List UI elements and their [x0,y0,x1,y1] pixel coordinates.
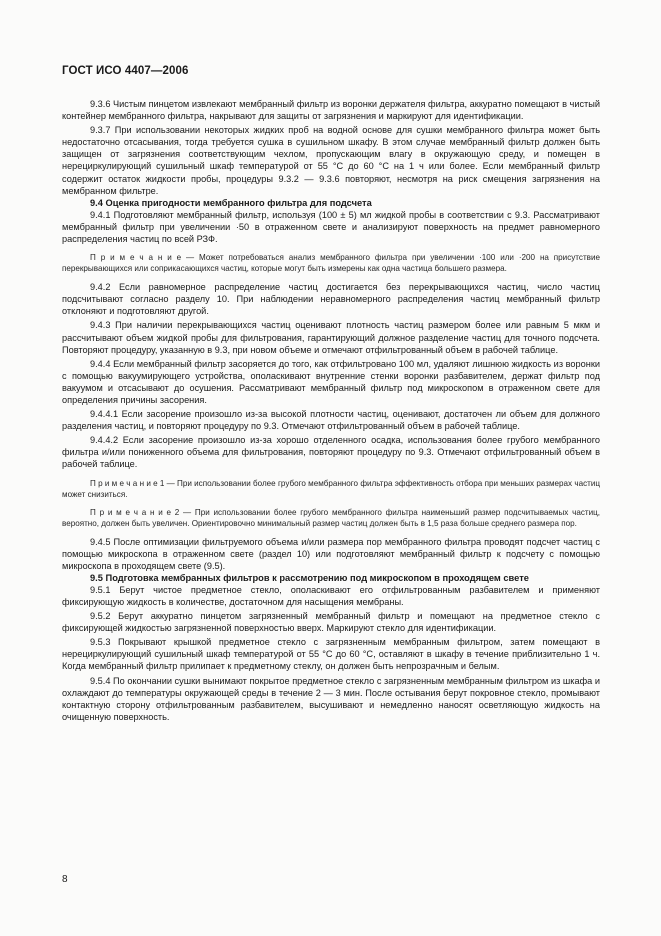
body-paragraph: 9.5.1 Берут чистое предметное стекло, ополаскивают его отфильтрованным разбавителем и применяют фиксирующую жидкость в количестве, достаточном для насыщения мембраны. [62,584,600,607]
note-paragraph: П р и м е ч а н и е 2 — При использовании более грубого мембранного фильтра наименьший размер подсчитываемых частиц, вероятно, должен быть увеличен. Ориентировочно минимальный размер частиц должен быть в 1,5 раза больше среднего размера пор. [62,507,600,528]
body-paragraph: 9.3.6 Чистым пинцетом извлекают мембранный фильтр из воронки держателя фильтра, аккуратно помещают в чистый контейнер мембранного фильтра, накрывают для защиты от загрязнения и маркируют для идентификации. [62,99,600,122]
body-paragraph: 9.5.2 Берут аккуратно пинцетом загрязненный мембранный фильтр и помещают на предметное стекло с фиксирующей жидкостью загрязненной поверхностью вверх. Маркируют стекло для идентификации. [62,611,600,634]
body-paragraph: 9.5.3 Покрывают крышкой предметное стекло с загрязненным мембранным фильтром, затем помещают в нерециркулирующий сушильный шкаф температурой от 55 °С до 60 °С, оставляют в шкафу в течение приблизительно 1 ч. Когда мембранный фильтр прилипает к предметному стеклу, он должен быть непрозрачным и белым. [62,637,600,672]
note-paragraph: П р и м е ч а н и е — Может потребоваться анализ мембранного фильтра при увеличении ·100 или ·200 на присутствие перекрывающихся или соприкасающихся частиц, которые могут быть измерены как одна частица большего размера. [62,253,600,274]
standard-header: ГОСТ ИСО 4407—2006 [62,65,189,77]
body-paragraph: 9.4.1 Подготовляют мембранный фильтр, используя (100 ± 5) мл жидкой пробы в соответствии с 9.3. Рассматривают мембранный фильтр при увеличении ·50 в отраженном свете и анализируют поверхность на предмет равномерного распределения частиц по всей РЗФ. [62,209,600,245]
body-paragraph: 9.4.4 Если мембранный фильтр засоряется до того, как отфильтровано 100 мл, удаляют лишнюю жидкость из воронки с помощью вакуумирующего устройства, ополаскивают внутренние стенки воронки разбавителем, держат фильтр под вакуумом и отсасывают до осушения. Рассматривают мембранный фильтр под микроскопом в отраженном свете для определения причины засорения. [62,358,600,405]
document-body [62,98,600,723]
body-paragraph: 9.5.4 По окончании сушки вынимают покрытое предметное стекло с загрязненным мембранным фильтром из шкафа и охлаждают до температуры окружающей среды в течение 2 — 3 мин. После остывания берут покровное стекло, промывают контактную сторону отфильтрованным разбавителем, высушивают и немедленно наносят осветляющую жидкость на очищенную поверхность. [62,675,600,722]
body-paragraph: 9.4.5 После оптимизации фильтруемого объема и/или размера пор мембранного фильтра проводят подсчет частиц с помощью микроскопа в отраженном свете (раздел 10) или подготовляют мембранный фильтр к подсчету с помощью микроскопа в проходящем свете (9.5). [62,536,600,571]
page-number: 8 [62,874,68,885]
section-heading: 9.5 Подготовка мембранных фильтров к рассмотрению под микроскопом в проходящем свете [90,572,529,583]
body-paragraph: 9.4.4.2 Если засорение произошло из-за хорошо отделенного осадка, использования более грубого мембранного фильтра и/или пониженного объема для фильтрования, повторяют процедуру по 9.3. Отмечают отфильтрованный объем в рабочей таблице. [62,435,600,470]
document-page [62,64,600,723]
body-paragraph: 9.3.7 При использовании некоторых жидких проб на водной основе для сушки мембранного фильтра может быть недостаточно отсасывания, тогда требуется сушка в сушильном шкафу. В этом случае мембранный фильтр должен быть защищен от загрязнения соответствующим чехлом, пропускающим влагу в окружающую среду, и помещен в нерециркулирующий сушильный шкаф температурой от 55 °С до 60 °С на 1 ч или более. Если мембранный фильтр содержит остаток жидкости пробы, процедуры 9.3.2 — 9.3.6 повторяют, несмотря на риск смещения загрязнения на мембранном фильтре. [62,125,600,196]
note-paragraph: П р и м е ч а н и е 1 — При использовании более грубого мембранного фильтра эффективность отбора при меньших размерах частиц может снизиться. [62,478,600,499]
section-heading: 9.4 Оценка пригодности мембранного фильтра для подсчета [90,197,372,208]
body-paragraph: 9.4.4.1 Если засорение произошло из-за высокой плотности частиц, оценивают, достаточен ли объем для должного разделения частиц, и повторяют процедуру по 9.3. Отмечают отфильтрованный объем в рабочей таблице. [62,409,600,432]
body-paragraph: 9.4.2 Если равномерное распределение частиц достигается без перекрывающихся частиц, число частиц подсчитывают согласно разделу 10. При наблюдении неравномерного распределения частиц мембранный фильтр отклоняют и подготовляют другой. [62,282,600,317]
body-paragraph: 9.4.3 При наличии перекрывающихся частиц оценивают плотность частиц размером более или равным 5 мкм и рассчитывают объем жидкой пробы для фильтрования, гарантирующий должное разделение частиц для точного подсчета. Повторяют процедуру, указанную в 9.3, при новом объеме и отмечают отфильтрованный объем в рабочей таблице. [62,320,600,355]
